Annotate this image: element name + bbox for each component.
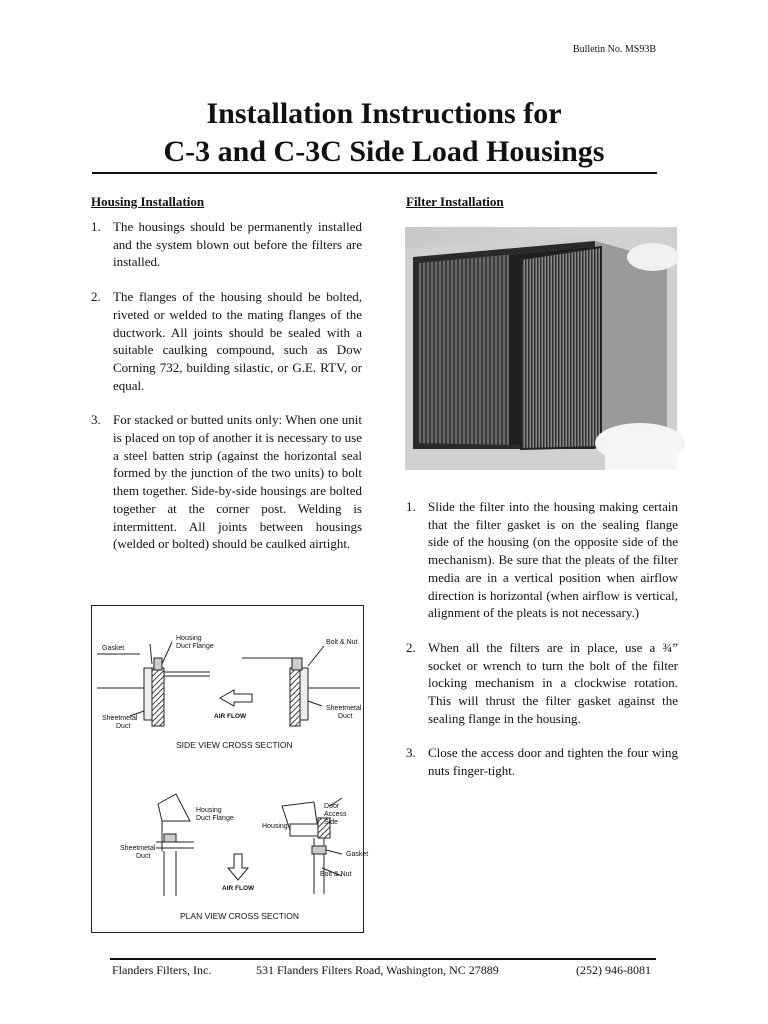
footer-address: 531 Flanders Filters Road, Washington, NC 27889 [256,963,499,977]
side-sheetmetal-left-label-2: Duct [116,723,131,730]
side-view-caption: SIDE VIEW CROSS SECTION [176,740,293,750]
side-sheetmetal-left-label-1: Sheetmetal [102,715,138,722]
filter-step-2: 2. When all the filters are in place, use a ¾” socket or wrench to turn the bolt of the filter locking mechanism in a clockwise rotation. This will thrust the filter gasket against the sealing flange in the housing. [406,639,678,726]
side-air-flow-label: AIR FLOW [214,713,247,720]
plan-air-flow-label: AIR FLOW [222,885,255,892]
housing-step-2: 2. The flanges of the housing should be bolted, riveted or welded to the mating flanges of the ductwork. All joints should be sealed with a suitable caulking compound, such as Dow Corning 732, building silastic, or G.E. RTV, or equal. [91,289,362,393]
plan-door-label-2: Access [324,811,347,818]
plan-sheetmetal-label-2: Duct [136,853,151,860]
filter-step-3: 3. Close the access door and tighten the four wing nuts finger-tight. [406,745,678,779]
housing-step-1: 1. The housings should be permanently installed and the system blown out before the filters are installed. [91,219,362,270]
side-housing-flange-label-2: Duct Flange [176,643,214,650]
cross-section-diagram [91,605,369,933]
filter-step-1: 1. Slide the filter into the housing making certain that the filter gasket is on the sealing flange side of the housing (on the opposite side of the mechanism). Be sure that the pleats of the filter media are in a vertical position when airflow direction is horizontal (when airflow is vertical, alignment of the pleats is not necessary.) [406,499,678,621]
plan-door-label-3: Side [324,819,339,826]
footer-company: Flanders Filters, Inc. [112,963,212,977]
bulletin-number: Bulletin No. MS93B [572,44,656,55]
title-rule [92,172,657,174]
plan-housing-flange-label-1: Housing [196,807,222,814]
housing-installation-heading: Housing Installation [91,194,205,209]
plan-door-label-1: Door [324,803,340,810]
plan-housing-flange-label-2: Duct Flange [196,815,234,822]
footer-phone: (252) 946-8081 [576,963,651,977]
plan-sheetmetal-label-1: Sheetmetal [120,845,156,852]
side-bolt-nut-label: Bolt & Nut [326,639,358,646]
housing-step-3: 3. For stacked or butted units only: When one unit is placed on top of another it is necessary to use a steel batten strip (against the horizontal seal formed by the junction of the two units) to bolt them together. Side-by-side housings are bolted together at the corner post. Welding is intermittent. All joints between housings (welded or bolted) should be caulked airtight. [91,412,362,552]
filter-steps [406,498,678,797]
plan-view-caption: PLAN VIEW CROSS SECTION [180,911,300,921]
page-title-line-2: C-3 and C-3C Side Load Housings [163,135,605,168]
footer-rule [110,958,656,960]
plan-housing-box-label: Housing [262,823,288,830]
side-housing-flange-label-1: Housing [176,635,202,642]
plan-gasket-label: Gasket [346,851,369,858]
page-title-line-1: Installation Instructions for [206,97,562,130]
side-sheetmetal-right-label-1: Sheetmetal [326,705,362,712]
plan-bolt-nut-label: Bolt & Nut [320,871,352,878]
filter-installation-heading: Filter Installation [406,194,504,209]
housing-steps [91,218,362,570]
filter-housing-photo [405,227,677,470]
filter-housing-photo-drawing [405,227,677,470]
cross-section-drawing [92,606,369,932]
side-sheetmetal-right-label-2: Duct [338,713,353,720]
side-gasket-label: Gasket [102,645,125,652]
